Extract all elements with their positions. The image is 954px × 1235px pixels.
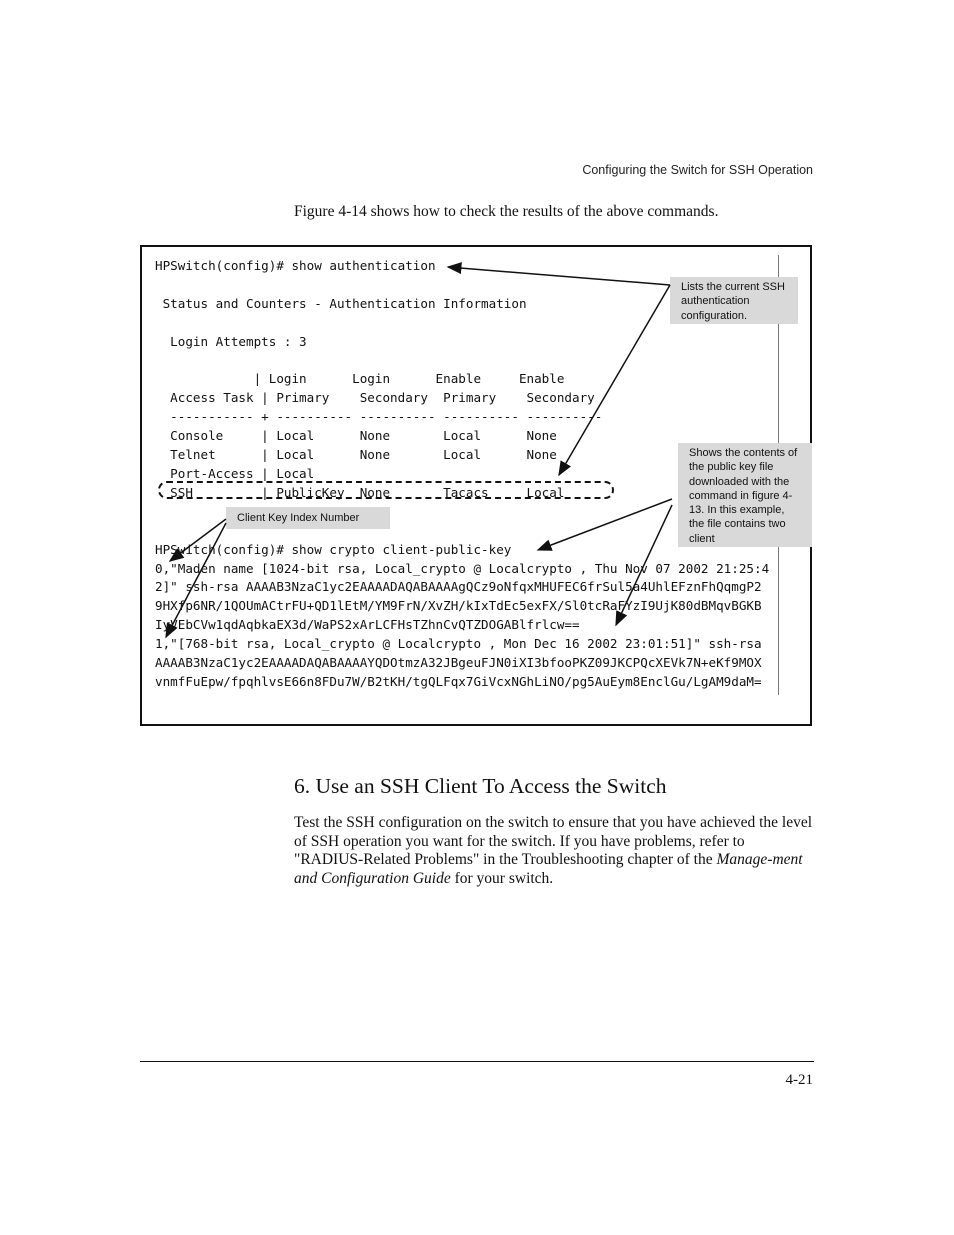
section-heading: 6. Use an SSH Client To Access the Switch [294,774,667,798]
callout-public-key: Shows the contents of the public key file downloaded with the command in figure 4-13. In this example, the file contains two client [678,443,812,547]
running-header: Configuring the Switch for SSH Operation [582,163,813,177]
callout-auth-config: Lists the current SSH authentication configuration. [670,277,798,324]
callout-arrows [142,247,814,728]
arrow-to-key-index-1 [166,523,226,637]
footer-rule [140,1061,814,1062]
page-number: 4-21 [785,1072,813,1088]
callout-key-index: Client Key Index Number [226,507,390,529]
arrow-to-show-crypto [538,499,672,550]
guide-title: Manage-ment and Configuration Guide [294,851,803,888]
body-text-end: for your switch. [450,870,554,888]
figure-terminal-screenshot [140,245,812,726]
arrow-to-show-authentication [448,267,670,285]
figure-intro-text: Figure 4-14 shows how to check the results of the above commands. [294,203,719,220]
body-text-start: Test the SSH configuration on the switch to ensure that you have achieved the level of SSH operation you want for the switch. If you have problems, refer to "RADIUS-Related Problems" in the Troubleshooting chapter of the [294,814,813,869]
terminal-output: HPSwitch(config)# show authentication Status and Counters - Authentication Information Login Attempts : 3 | Login Login Enable Enable Access Task | Primary Secondary Primary Secondary ----------- + ---------- ---------- ---------- ---------- Console | Local None Local None Telnet | Local None Local None Port-Access | Local SSH | PublicKey None Tacacs Local HPSwitch(config)# show crypto client-public-key 0,"Maden name [1024-bit rsa, Local_crypto @ Localcrypto , Thu Nov 07 2002 21:25:4 2]" ssh-rsa AAAAB3NzaC1yc2EAAAADAQABAAAAgQCz9oNfqxMHUFEC6frSul5a4UhlEFznFhQqmgP2 9HXfp6NR/1QOUmACtrFU+QD1lEtM/YM9FrN/XvZH/kIxTdEc5exFX/Sl0tcRaFYzI9UjK80dBMqvBGKB IyVEbCVw1qdAqbkaEX3d/WaPS2xArLCFHsTZhnCvQTZDOGABlfrlcw== 1,"[768-bit rsa, Local_crypto @ Localcrypto , Mon Dec 16 2002 23:01:51]" ssh-rsa AAAAB3NzaC1yc2EAAAADAQABAAAAYQDOtmzA32JBgeuFJN0iXI3bfooPKZ09JKCPQcXEVk7N+eKf9MOX vnmfFuEpw/fpqhlvsE66n8FDu7W/B2tKH/tgQLFqx7GiVcxNGhLiNO/pg5AuEym8EnclGu/LgAM9daM= [155,258,770,689]
arrow-to-auth-table [559,285,670,475]
section-body [294,814,814,889]
arrow-to-key-two [616,505,672,625]
